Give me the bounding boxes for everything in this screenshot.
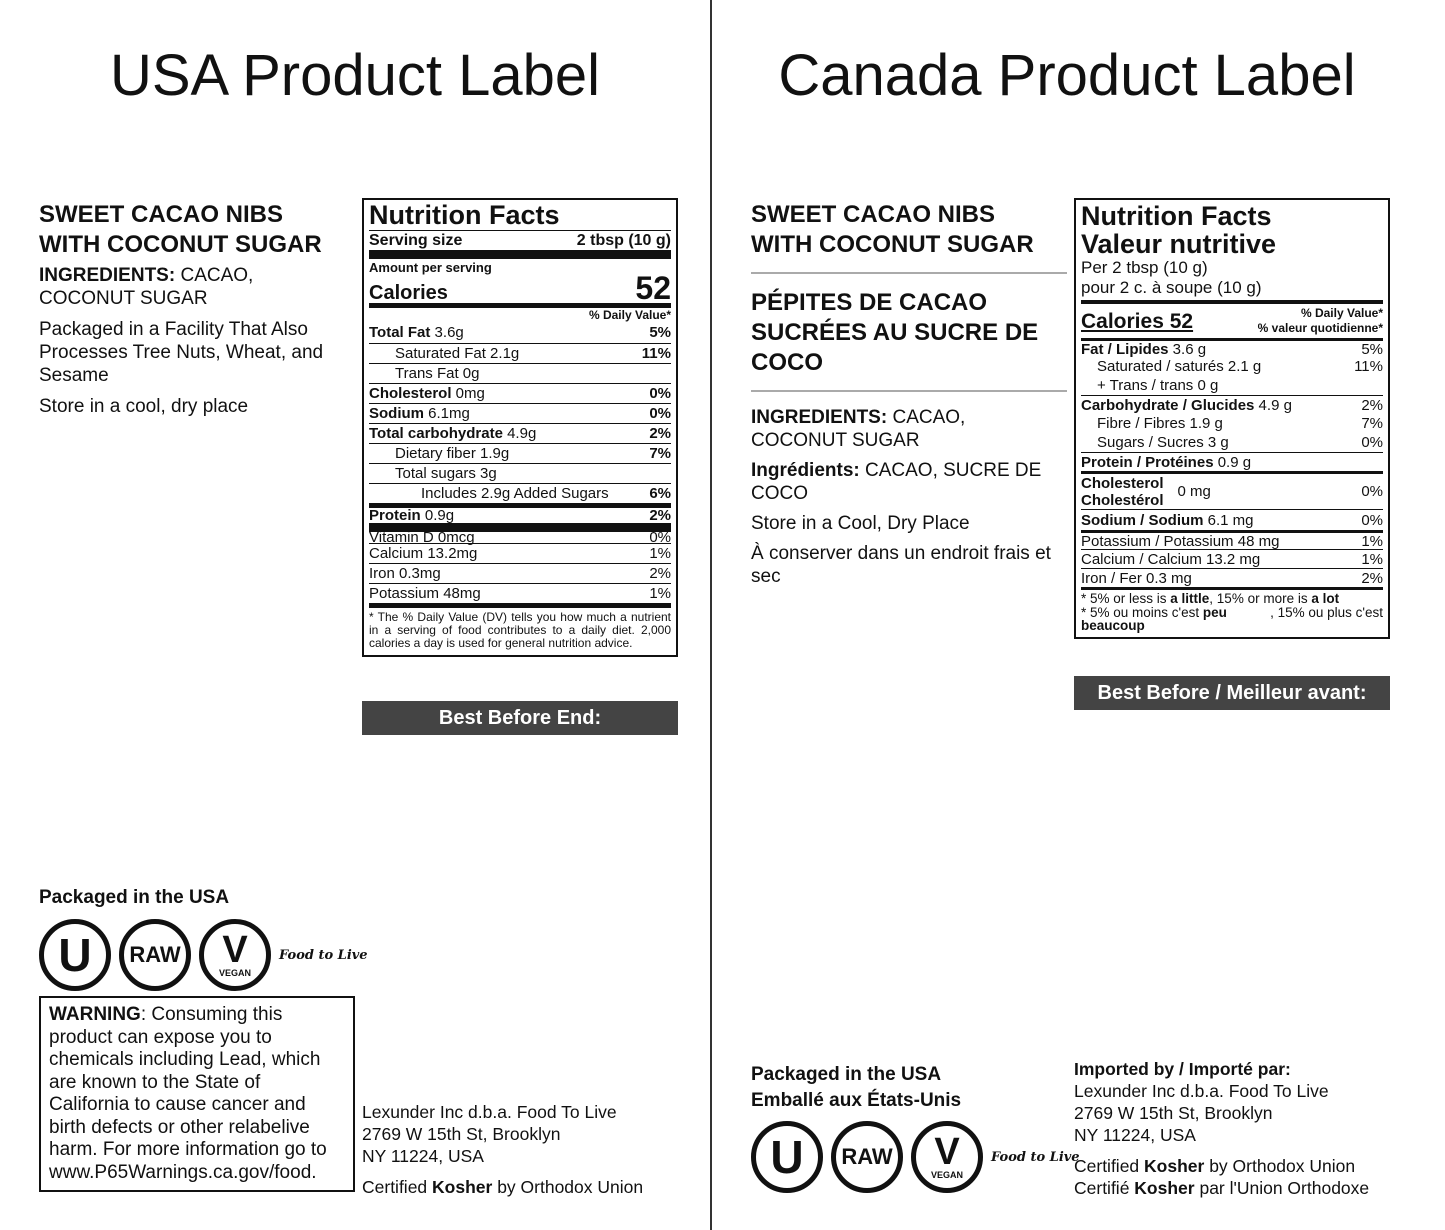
usa-nf-title: Nutrition Facts	[369, 200, 560, 230]
usa-label-title: USA Product Label	[109, 43, 601, 108]
usa-nf-row-dv: 0%	[649, 404, 671, 422]
canada-nf-sugars	[1081, 433, 1383, 452]
usa-nf-row-label	[395, 444, 509, 464]
usa-nf-row-name: Total sugars 3g	[395, 464, 497, 482]
usa-facility-1: Packaged in a Facility That Also	[39, 319, 308, 340]
usa-nf-row-amount: 0mg	[451, 384, 485, 402]
canada-nutrition-facts	[1074, 198, 1390, 639]
usa-nf-row-label	[395, 464, 497, 484]
usa-product-name-1: SWEET CACAO NIBS	[39, 201, 284, 228]
usa-nf-calories-label: Calories	[369, 282, 448, 304]
usa-nf-row-label	[369, 404, 470, 424]
usa-warning-box	[39, 996, 355, 1192]
usa-address-1: Lexunder Inc d.b.a. Food To Live	[362, 1102, 617, 1122]
canada-vegan-v: V	[934, 1131, 960, 1173]
canada-rule-2	[751, 390, 1067, 392]
usa-nf-row	[369, 343, 671, 363]
usa-nf-row-dv: 11%	[641, 344, 671, 362]
usa-nf-row	[369, 383, 671, 403]
usa-nf-row-name: Dietary fiber 1.9g	[395, 444, 510, 462]
usa-nf-row	[369, 423, 671, 443]
canada-food-to-live-logo-icon: Food to Live	[991, 1149, 1080, 1165]
usa-nf-row-amount: 3.6g	[430, 324, 464, 341]
usa-nf-row-dv: 6%	[649, 484, 671, 502]
usa-nf-row-name: Includes 2.9g Added Sugars	[421, 484, 609, 502]
canada-kosher-2-pre: Certifié	[1074, 1178, 1135, 1198]
usa-nf-row-dv: 5%	[649, 324, 671, 341]
usa-badges	[39, 919, 368, 991]
usa-address-3: NY 11224, USA	[362, 1146, 484, 1166]
usa-nf-row-label	[369, 506, 454, 526]
canada-nf-carb-label: Carbohydrate / Glucides	[1081, 396, 1255, 414]
usa-ingredients-label: INGREDIENTS:	[39, 265, 176, 286]
usa-facility-3: Sesame	[39, 365, 109, 386]
canada-nf-footnote	[1081, 587, 1383, 637]
canada-nf-potassium	[1081, 530, 1383, 549]
canada-raw-icon: RAW	[831, 1121, 903, 1193]
canada-product-name-2: WITH COCONUT SUGAR	[751, 231, 1034, 258]
canada-nf-protein	[1081, 452, 1383, 471]
canada-packaged	[751, 1062, 961, 1114]
usa-address-2: 2769 W 15th St, Brooklyn	[362, 1124, 561, 1144]
canada-nf-sodium	[1081, 509, 1383, 530]
canada-address-1: Lexunder Inc d.b.a. Food To Live	[1074, 1081, 1329, 1101]
usa-nf-row-name: Iron 0.3mg	[369, 564, 441, 582]
usa-nf-row-name: Calcium 13.2mg	[369, 544, 478, 562]
canada-nf-protein-label: Protein / Protéines	[1081, 453, 1214, 471]
usa-nf-row-amount: 4.9g	[502, 424, 537, 442]
canada-vegan-text: VEGAN	[930, 1170, 963, 1180]
usa-kosher	[362, 1176, 643, 1198]
usa-nf-rows	[369, 323, 671, 603]
canada-nf-sugars-label: Sugars / Sucres 3 g	[1097, 434, 1229, 451]
canada-rule-1	[751, 272, 1067, 274]
canada-nf-foot-2c: , 15% ou plus c'est	[1270, 604, 1383, 620]
canada-label-title: Canada Product Label	[778, 43, 1356, 108]
canada-nf-chol-labels	[1081, 475, 1164, 509]
usa-storage: Store in a cool, dry place	[39, 396, 249, 417]
canada-fr-name-1: PÉPITES DE CACAO	[751, 289, 988, 316]
canada-nf-sodium-label: Sodium / Sodium	[1081, 511, 1204, 529]
usa-nf-row-label	[395, 344, 519, 364]
usa-nf-row-label	[369, 564, 441, 584]
canada-nf-sodium-dv: 0%	[1361, 511, 1383, 529]
canada-kosher-1-pre: Certified	[1074, 1156, 1145, 1176]
canada-nf-fat	[1081, 338, 1383, 357]
usa-warning-line-5: birth defects or other relabelive	[49, 1116, 310, 1138]
canada-nf-carb-amount: 4.9 g	[1254, 396, 1292, 414]
usa-nf-row-dv: 2%	[649, 506, 671, 524]
usa-nf-row-label	[369, 323, 464, 343]
usa-nf-row	[369, 403, 671, 423]
vegan-v: V	[222, 929, 248, 971]
panel-divider	[710, 0, 712, 1230]
canada-imported-label: Imported by / Importé par:	[1074, 1059, 1291, 1079]
usa-nf-serving	[369, 230, 671, 250]
canada-nf-sat-dv: 11%	[1354, 358, 1383, 375]
usa-nf-row-label	[369, 384, 485, 404]
usa-address	[362, 1101, 643, 1198]
canada-nf-sodium-amount: 6.1 mg	[1203, 511, 1254, 529]
usa-nf-row-name: Saturated Fat 2.1g	[395, 344, 520, 362]
usa-facility-2: Processes Tree Nuts, Wheat, and	[39, 342, 324, 363]
vegan-text: VEGAN	[218, 968, 251, 978]
usa-nf-footnote: * The % Daily Value (DV) tells you how much a nutrient in a serving of food contributes to a daily diet. 2,000 calories a day is used for general nutrition advice.	[369, 603, 671, 655]
usa-warning-label: WARNING	[49, 1004, 141, 1025]
usa-ingredients-2: COCONUT SUGAR	[39, 288, 208, 309]
canada-address-2: 2769 W 15th St, Brooklyn	[1074, 1103, 1273, 1123]
food-to-live-logo-icon: Food to Live	[279, 947, 368, 963]
canada-kosher-1	[1074, 1155, 1369, 1177]
usa-nf-row-dv: 2%	[649, 424, 671, 442]
canada-nf-foot-1b: a little	[1170, 591, 1210, 606]
canada-kosher-u-icon: U	[751, 1121, 823, 1193]
usa-nf-row	[369, 563, 671, 583]
canada-nf-fat-label: Fat / Lipides	[1081, 340, 1169, 358]
usa-nf-calories	[369, 270, 671, 306]
canada-nf-sat-label: Saturated / saturés 2.1 g	[1097, 358, 1262, 375]
canada-nf-iron-label: Iron / Fer 0.3 mg	[1081, 569, 1192, 587]
usa-nf-row-dv: 0%	[649, 384, 671, 402]
canada-nf-potassium-label: Potassium / Potassium 48 mg	[1081, 532, 1280, 550]
canada-nf-foot-2	[1081, 606, 1383, 620]
usa-nf-row	[369, 583, 671, 603]
canada-fr-ingredients	[751, 459, 1069, 482]
canada-nf-protein-amount: 0.9 g	[1213, 453, 1252, 471]
canada-fr-name-2: SUCRÉES AU SUCRE DE	[751, 319, 1039, 346]
canada-nf-calories-row	[1081, 300, 1383, 338]
canada-nf-foot-1d: a lot	[1311, 591, 1340, 606]
canada-fr-storage-2: sec	[751, 566, 781, 587]
canada-nf-foot-2d: beaucoup	[1081, 618, 1145, 633]
usa-nf-row-dv: 1%	[649, 584, 671, 602]
canada-nf-dv	[1258, 306, 1383, 336]
usa-warning-text-0: : Consuming this	[140, 1004, 283, 1025]
usa-nf-row-label	[369, 424, 536, 444]
usa-nf-row-name: Sodium	[369, 404, 424, 422]
usa-warning-line-2: chemicals including Lead, which	[49, 1049, 321, 1070]
usa-nf-serving-label: Serving size	[369, 231, 463, 249]
usa-packaged: Packaged in the USA	[39, 887, 230, 908]
usa-nf-row-name: Protein	[369, 506, 421, 524]
canada-product-info	[751, 200, 1069, 588]
usa-nf-row-name: Potassium 48mg	[369, 584, 481, 602]
canada-nf-chol-2: Cholestérol	[1081, 491, 1164, 509]
canada-badges	[751, 1121, 1080, 1193]
usa-nf-row	[369, 483, 671, 503]
canada-nf-calcium	[1081, 549, 1383, 568]
canada-nf-fat-dv: 5%	[1361, 340, 1383, 358]
canada-nf-potassium-dv: 1%	[1361, 532, 1383, 550]
canada-nf-iron	[1081, 568, 1383, 587]
usa-nf-row-name: Trans Fat 0g	[395, 364, 480, 382]
usa-ingredients-1: CACAO,	[175, 265, 254, 286]
usa-product-name-2: WITH COCONUT SUGAR	[39, 231, 322, 258]
canada-kosher-2	[1074, 1177, 1369, 1199]
canada-nf-dv-1: % Daily Value*	[1300, 306, 1383, 320]
canada-nf-per-2: pour 2 c. à soupe (10 g)	[1081, 278, 1262, 297]
canada-product-name-1: SWEET CACAO NIBS	[751, 201, 996, 228]
usa-ingredients	[39, 264, 359, 287]
usa-nf-dv-header: % Daily Value*	[369, 303, 671, 323]
usa-nf-row-name: Vitamin D 0mcg	[369, 528, 475, 546]
usa-nf-amount-per-serving: Amount per serving	[369, 250, 671, 275]
canada-nf-calcium-label: Calcium / Calcium 13.2 mg	[1081, 550, 1261, 568]
canada-nf-chol-dv: 0%	[1361, 483, 1383, 500]
usa-warning-line-1: product can expose you to	[49, 1026, 272, 1048]
canada-nf-fibre-dv: 7%	[1361, 415, 1383, 432]
usa-nf-row-label	[395, 364, 479, 384]
usa-warning-line-7: www.P65Warnings.ca.gov/food.	[49, 1161, 317, 1183]
canada-nf-fibre-label: Fibre / Fibres 1.9 g	[1097, 415, 1223, 432]
canada-best-before: Best Before / Meilleur avant:	[1074, 676, 1390, 710]
canada-nf-cholesterol	[1081, 471, 1383, 509]
usa-nf-row-amount: 0.9g	[420, 506, 455, 524]
canada-nf-foot-1c: , 15% or more is	[1209, 591, 1312, 606]
usa-nutrition-facts	[362, 198, 678, 657]
canada-nf-title-2: Valeur nutritive	[1081, 229, 1277, 259]
canada-nf-iron-dv: 2%	[1361, 569, 1383, 587]
canada-nf-fat-amount: 3.6 g	[1168, 340, 1207, 358]
usa-nf-row	[369, 523, 671, 546]
usa-nf-row-label	[421, 484, 609, 504]
usa-nf-row-dv: 0%	[649, 528, 671, 546]
canada-nf-chol-amount: 0 mg	[1177, 483, 1211, 500]
canada-kosher-1-bold: Kosher	[1144, 1156, 1205, 1176]
canada-vegan-icon	[911, 1121, 983, 1193]
canada-nf-chol-1: Cholesterol	[1081, 474, 1164, 492]
canada-nf-fibre	[1081, 414, 1383, 433]
usa-warning-line-0	[49, 1004, 345, 1027]
canada-ingredients-2: COCONUT SUGAR	[751, 430, 920, 451]
usa-best-before: Best Before End:	[362, 701, 678, 735]
usa-nf-row-dv: 7%	[649, 444, 671, 462]
canada-kosher-1-post: by Orthodox Union	[1204, 1156, 1356, 1176]
usa-nf-row	[369, 543, 671, 563]
canada-nf-trans	[1081, 376, 1383, 395]
usa-nf-serving-value: 2 tbsp (10 g)	[576, 231, 671, 249]
canada-fr-name-3: COCO	[751, 349, 823, 376]
canada-nf-per-1: Per 2 tbsp (10 g)	[1081, 258, 1208, 277]
canada-nf-sugars-dv: 0%	[1361, 434, 1383, 451]
usa-nf-row-dv: 1%	[649, 544, 671, 562]
raw-icon: RAW	[119, 919, 191, 991]
usa-nf-calories-value: 52	[635, 270, 671, 306]
canada-nf-calcium-dv: 1%	[1361, 550, 1383, 568]
canada-storage: Store in a Cool, Dry Place	[751, 513, 970, 534]
canada-nf-sat	[1081, 357, 1383, 376]
usa-nf-row-dv: 2%	[649, 564, 671, 582]
usa-warning-line-4: California to cause cancer and	[49, 1094, 306, 1115]
usa-warning-line-3: are known to the State of	[49, 1071, 261, 1093]
canada-fr-ingredients-label: Ingrédients:	[751, 460, 860, 481]
canada-nf-foot-2a: * 5% ou moins c'est	[1081, 604, 1203, 620]
usa-nf-row-name: Total carbohydrate	[369, 424, 503, 442]
usa-kosher-pre: Certified	[362, 1177, 433, 1197]
usa-kosher-post: by Orthodox Union	[492, 1177, 644, 1197]
usa-nf-row	[369, 323, 671, 343]
usa-nf-row-label	[369, 544, 477, 564]
usa-nf-row-name: Cholesterol	[369, 384, 452, 402]
canada-ingredients-label: INGREDIENTS:	[751, 407, 888, 428]
canada-kosher-2-bold: Kosher	[1134, 1178, 1195, 1198]
canada-packaged-2: Emballé aux États-Unis	[751, 1090, 962, 1111]
usa-nf-row	[369, 443, 671, 463]
canada-nf-carb-dv: 2%	[1361, 396, 1383, 414]
canada-nf-foot-1	[1081, 592, 1383, 606]
usa-warning-line-6: harm. For more information go to	[49, 1139, 327, 1160]
canada-fr-ingredients-2: COCO	[751, 483, 808, 504]
canada-ingredients-1: CACAO,	[887, 407, 966, 428]
canada-packaged-1: Packaged in the USA	[751, 1064, 942, 1085]
canada-kosher-2-post: par l'Union Orthodoxe	[1194, 1178, 1370, 1198]
canada-nf-foot-1a: * 5% or less is	[1081, 591, 1171, 606]
canada-ingredients	[751, 406, 1069, 429]
usa-nf-row-label	[369, 584, 481, 604]
vegan-icon	[199, 919, 271, 991]
kosher-u-icon: U	[39, 919, 111, 991]
canada-nf-foot-2b: peu	[1202, 604, 1227, 620]
usa-nf-row-amount: 6.1mg	[424, 404, 470, 422]
canada-nf-trans-label: + Trans / trans 0 g	[1097, 377, 1219, 394]
usa-nf-row	[369, 363, 671, 383]
canada-importer	[1074, 1058, 1369, 1199]
canada-fr-storage-1: À conserver dans un endroit frais et	[751, 543, 1051, 564]
usa-nf-row	[369, 503, 671, 523]
canada-fr-ingredients-1: CACAO, SUCRE DE	[859, 460, 1042, 481]
canada-address-3: NY 11224, USA	[1074, 1125, 1196, 1145]
canada-nf-carb	[1081, 395, 1383, 414]
usa-nf-row-name: Total Fat	[369, 324, 431, 341]
canada-nf-dv-2: % valeur quotidienne*	[1257, 321, 1383, 335]
usa-kosher-bold: Kosher	[432, 1177, 493, 1197]
usa-nf-row	[369, 463, 671, 483]
canada-nf-calories: Calories 52	[1081, 309, 1194, 333]
canada-nf-title-1: Nutrition Facts	[1081, 201, 1272, 231]
usa-product-info	[39, 200, 359, 418]
